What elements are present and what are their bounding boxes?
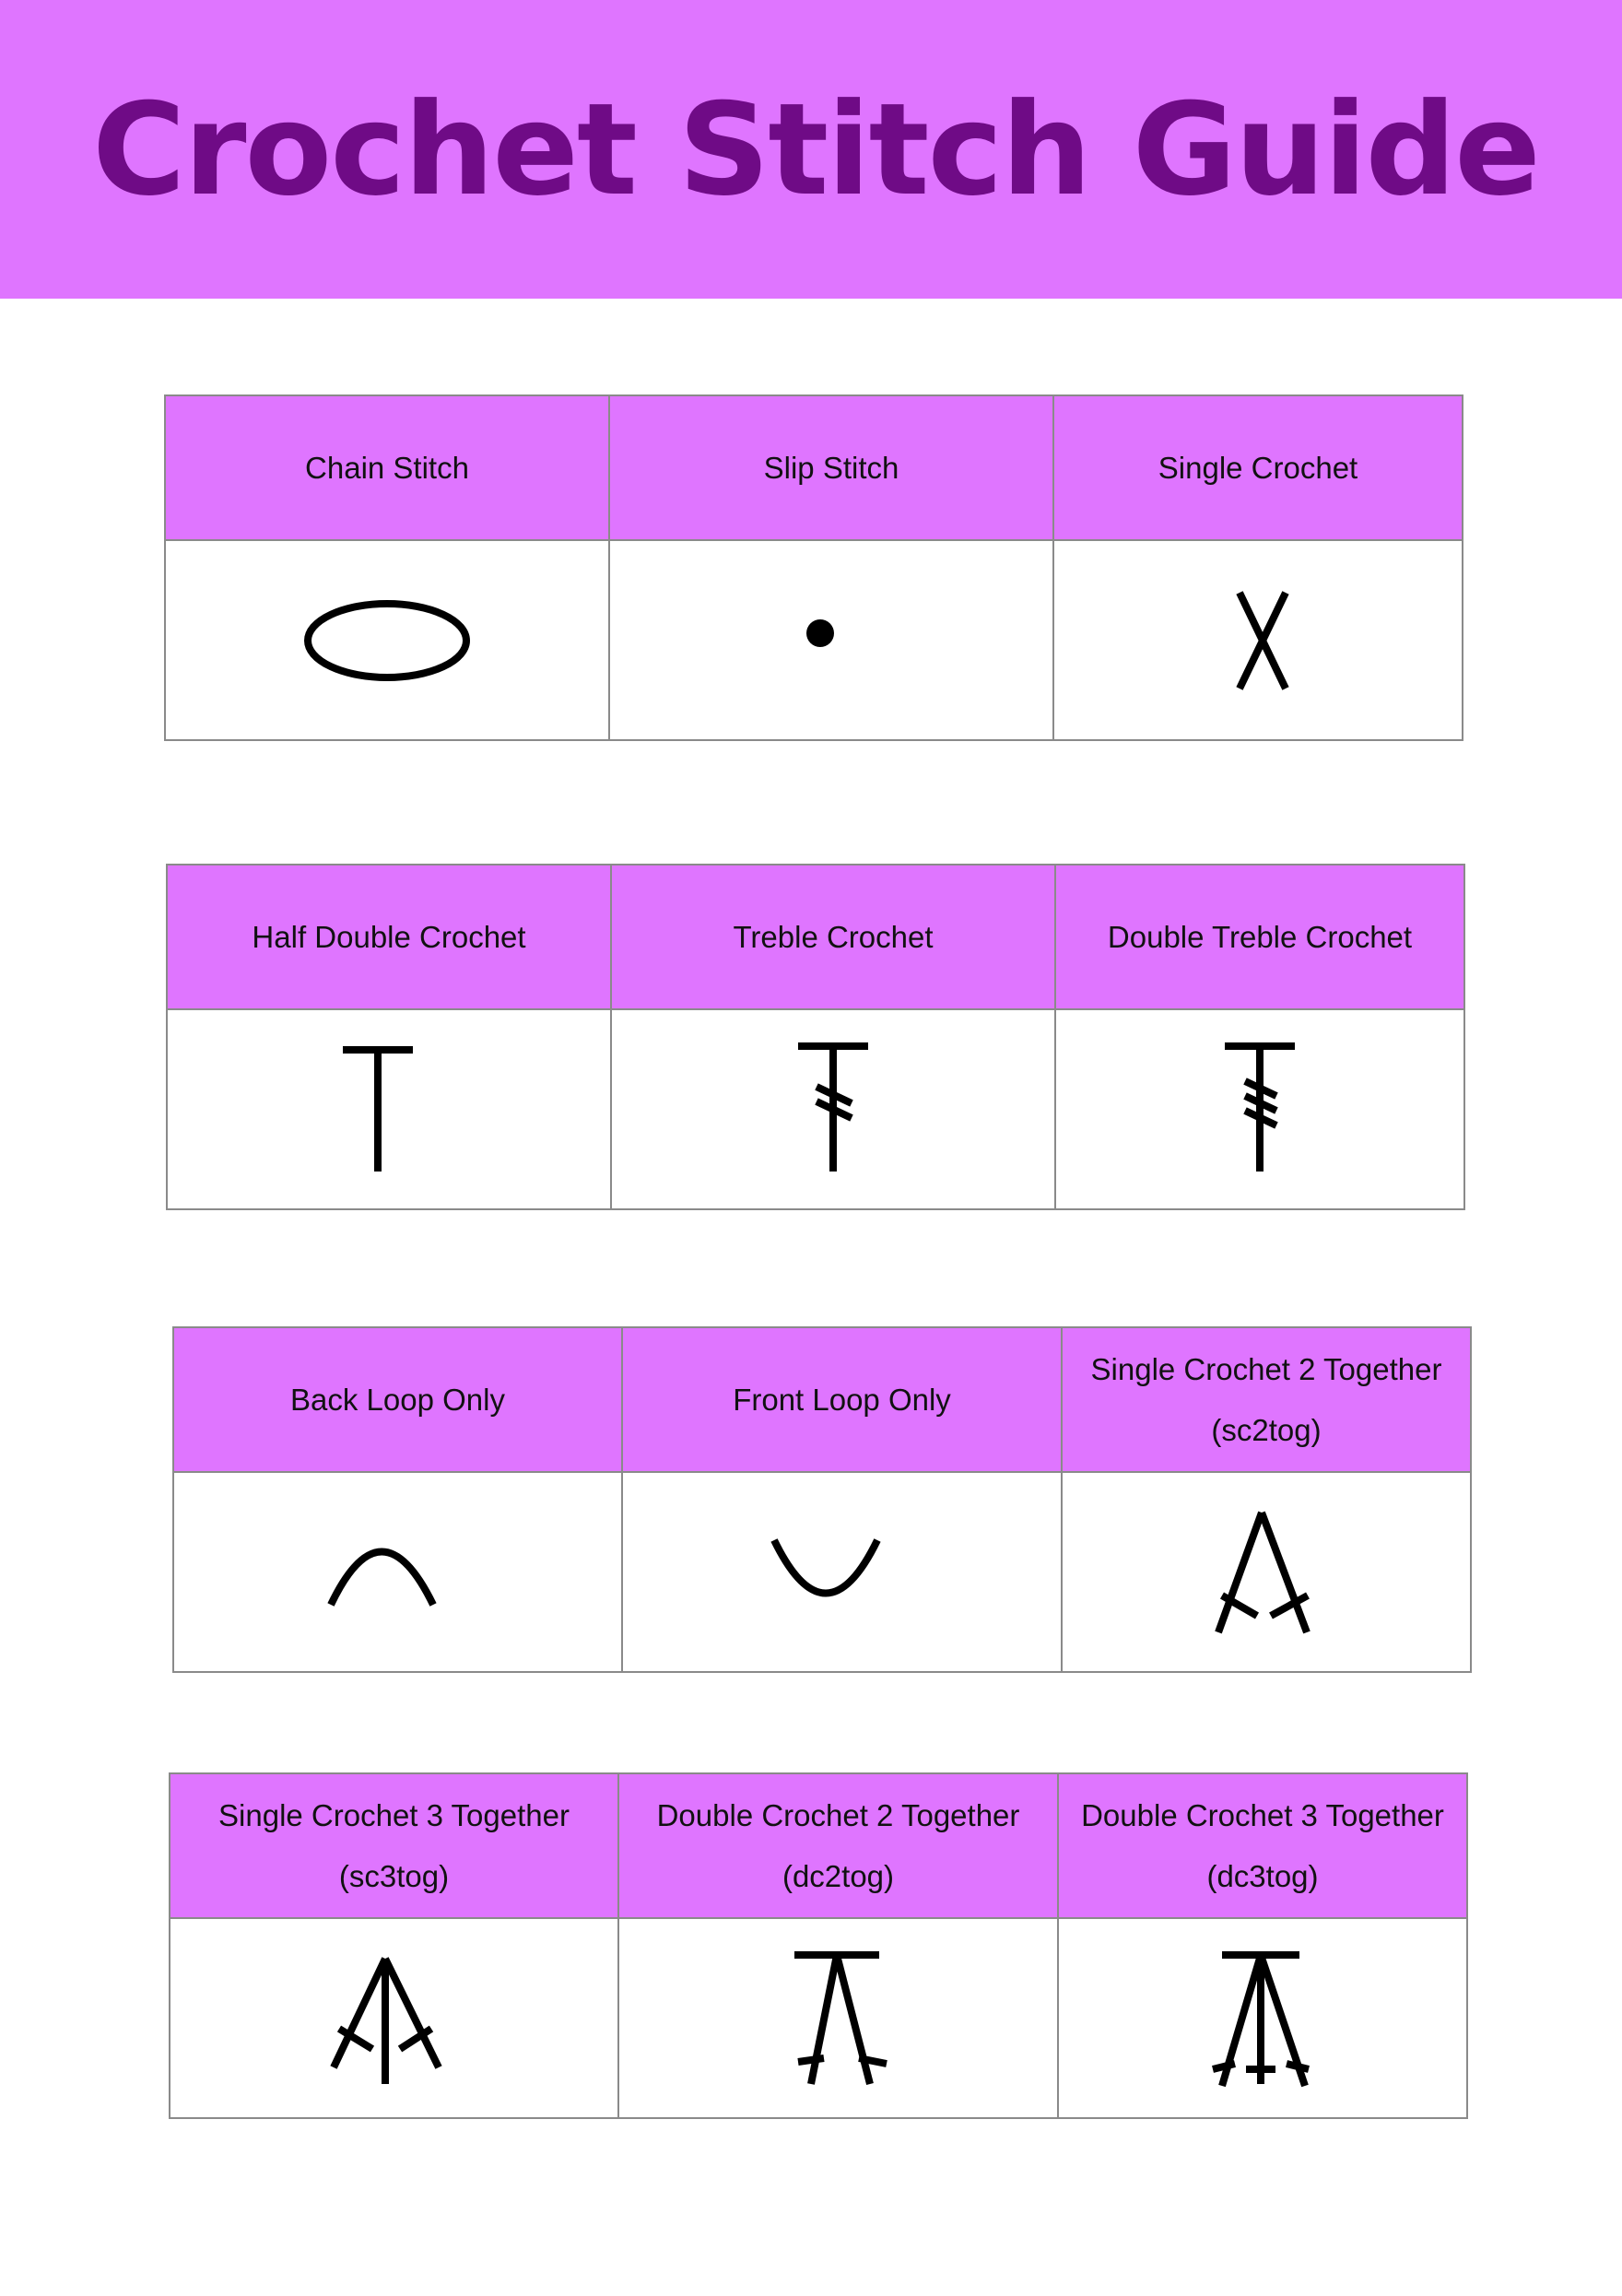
stitch-name: Single Crochet 3 Together <box>218 1797 570 1832</box>
table-symbol-row <box>167 1009 1464 1209</box>
sc2tog-icon <box>1174 1503 1358 1642</box>
arch-down-icon <box>750 1503 934 1642</box>
dc2tog-icon <box>746 1949 931 2088</box>
stitch-name-cell <box>165 395 609 540</box>
stitch-name-cell <box>618 1773 1058 1918</box>
page-title: Crochet Stitch Guide <box>92 75 1539 224</box>
stitch-table-loops <box>172 1326 1472 1673</box>
stitch-symbol-cell <box>618 1918 1058 2118</box>
stitch-abbreviation: (sc3tog) <box>338 1858 450 1893</box>
stitch-abbreviation: (sc2tog) <box>1211 1412 1322 1447</box>
stitch-name: Single Crochet <box>1158 450 1358 485</box>
stitch-symbol-cell <box>167 1009 611 1209</box>
stitch-symbol-cell <box>170 1918 618 2118</box>
table-symbol-row <box>165 540 1463 740</box>
t-bar-three-slash-icon <box>1168 1041 1352 1179</box>
stitch-symbol-cell <box>1055 1009 1464 1209</box>
stitch-table-basic <box>164 394 1463 741</box>
stitch-abbreviation: (dc2tog) <box>782 1858 895 1893</box>
stitch-name-cell <box>1055 865 1464 1009</box>
stitch-name-cell <box>1053 395 1463 540</box>
header-banner <box>0 0 1622 299</box>
stitch-name: Treble Crochet <box>733 919 934 954</box>
stitch-name: Single Crochet 2 Together <box>1090 1351 1442 1386</box>
stitch-name: Chain Stitch <box>305 450 469 485</box>
table-header-row <box>173 1327 1471 1472</box>
stitch-symbol-cell <box>1053 540 1463 740</box>
stitch-name-cell <box>170 1773 618 1918</box>
stitch-name-cell <box>609 395 1053 540</box>
table-symbol-row <box>170 1918 1467 2118</box>
table-header-row <box>170 1773 1467 1918</box>
stitch-name-cell <box>167 865 611 1009</box>
stitch-name: Double Treble Crochet <box>1107 919 1413 954</box>
stitch-table-decreases <box>169 1772 1468 2119</box>
stitch-name-cell <box>1058 1773 1467 1918</box>
stitch-symbol-cell <box>622 1472 1062 1672</box>
t-bar-icon <box>297 1041 481 1179</box>
oval-icon <box>295 585 479 696</box>
t-bar-two-slash-icon <box>741 1041 925 1179</box>
table-header-row <box>167 865 1464 1009</box>
stitch-name: Half Double Crochet <box>252 919 526 954</box>
stitch-symbol-cell <box>609 540 1053 740</box>
table-symbol-row <box>173 1472 1471 1672</box>
stitch-name: Back Loop Only <box>290 1382 505 1417</box>
stitch-symbol-cell <box>1062 1472 1471 1672</box>
stitch-symbol-cell <box>611 1009 1055 1209</box>
arch-up-icon <box>306 1503 490 1642</box>
stitch-name-cell <box>173 1327 622 1472</box>
stitch-name: Double Crochet 3 Together <box>1081 1797 1444 1832</box>
dc3tog-icon <box>1170 1949 1355 2088</box>
sc3tog-icon <box>302 1949 487 2088</box>
stitch-table-tall <box>166 864 1465 1210</box>
stitch-name: Double Crochet 2 Together <box>656 1797 1020 1832</box>
stitch-name-cell <box>611 865 1055 1009</box>
stitch-name-cell <box>1062 1327 1471 1472</box>
dot-icon <box>739 585 923 696</box>
stitch-name: Front Loop Only <box>733 1382 951 1417</box>
stitch-abbreviation: (dc3tog) <box>1206 1858 1319 1893</box>
table-header-row <box>165 395 1463 540</box>
stitch-symbol-cell <box>1058 1918 1467 2118</box>
stitch-symbol-cell <box>173 1472 622 1672</box>
stitch-symbol-cell <box>165 540 609 740</box>
x-cross-icon <box>1166 585 1350 696</box>
stitch-name: Slip Stitch <box>763 450 899 485</box>
stitch-name-cell <box>622 1327 1062 1472</box>
